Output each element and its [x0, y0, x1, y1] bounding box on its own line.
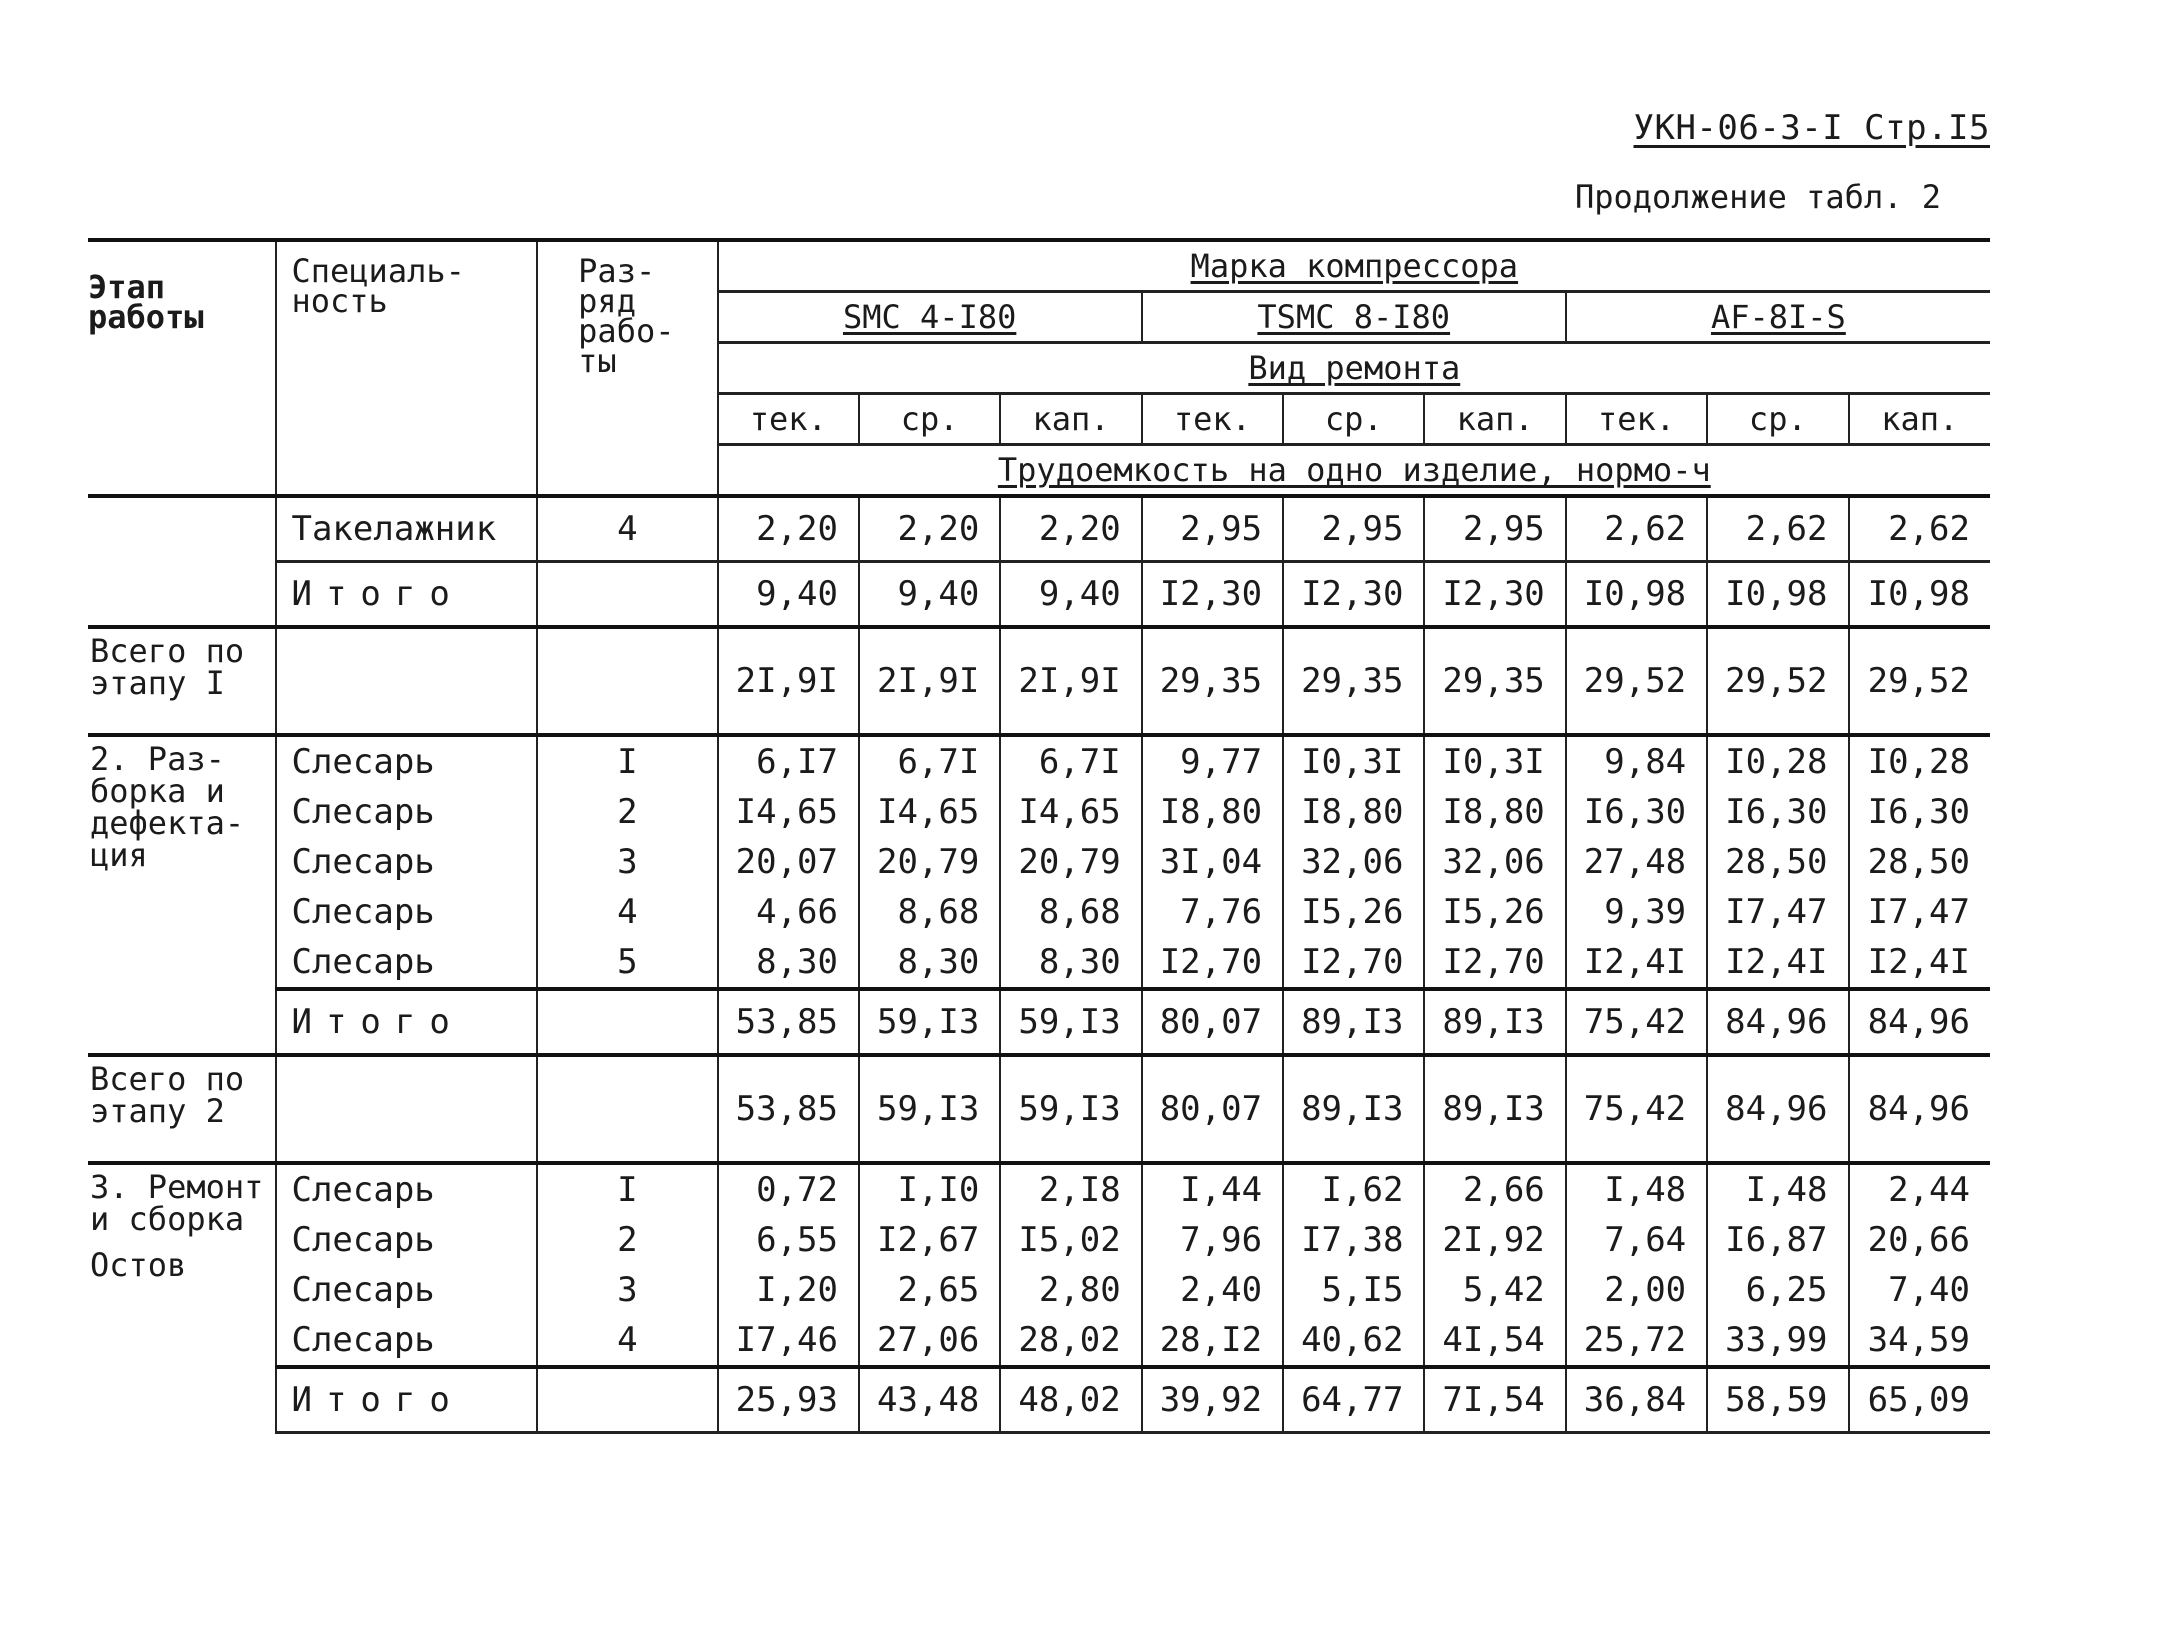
- value-cell: 9,77: [1142, 735, 1283, 787]
- value-cell: 40,62: [1283, 1315, 1424, 1367]
- table-row: [88, 496, 1990, 562]
- row-grade: 3: [537, 1265, 717, 1315]
- repair-kind-label: кап.: [1424, 394, 1565, 445]
- header-stage-line: работы: [88, 298, 204, 336]
- total-value: 53,85: [718, 989, 859, 1055]
- value-cell: I4,65: [1000, 787, 1141, 837]
- value-cell: I0,28: [1849, 735, 1991, 787]
- model-tsmc: TSMC 8-I80: [1257, 298, 1451, 336]
- stage-line: 2. Раз-: [90, 740, 225, 778]
- stage-label: [88, 1163, 276, 1433]
- value-cell: 27,06: [859, 1315, 1000, 1367]
- row-grade: 3: [537, 837, 717, 887]
- header-specialty-line: ность: [291, 282, 388, 320]
- value-cell: 2,00: [1566, 1265, 1707, 1315]
- value-cell: 20,66: [1849, 1215, 1991, 1265]
- value-cell: 28,50: [1849, 837, 1991, 887]
- repair-kind-label: тек.: [718, 394, 859, 445]
- value-cell: 32,06: [1424, 837, 1565, 887]
- value-cell: 20,07: [718, 837, 859, 887]
- header-specialty: [276, 240, 537, 496]
- value-cell: 6,25: [1707, 1265, 1848, 1315]
- repair-kind-label: ср.: [1283, 394, 1424, 445]
- total-value: 59,I3: [859, 989, 1000, 1055]
- total-label: Итого: [276, 989, 537, 1055]
- total-row: [88, 562, 1990, 628]
- value-cell: 20,79: [859, 837, 1000, 887]
- value-cell: I2,70: [1424, 937, 1565, 989]
- table-row: [88, 735, 1990, 787]
- row-grade: 4: [537, 887, 717, 937]
- header-stage: [88, 240, 276, 496]
- value-cell: 2,62: [1707, 496, 1848, 562]
- row-specialty: Слесарь: [276, 837, 537, 887]
- row-specialty: Слесарь: [276, 735, 537, 787]
- stage-sum-label: [88, 627, 276, 735]
- stage-sum-line: этапу I: [90, 664, 225, 702]
- value-cell: 7,76: [1142, 887, 1283, 937]
- row-specialty: Такелажник: [276, 496, 537, 562]
- header-specialty-line: Специаль-: [291, 252, 465, 290]
- value-cell: 8,68: [859, 887, 1000, 937]
- stage-sum-value: 29,52: [1566, 627, 1707, 735]
- stage-sum-value: 29,35: [1424, 627, 1565, 735]
- value-cell: I6,30: [1849, 787, 1991, 837]
- stage-sum-value: 59,I3: [859, 1055, 1000, 1163]
- table-row: [88, 837, 1990, 887]
- value-cell: I2,4I: [1566, 937, 1707, 989]
- header-grade-line: ты: [578, 342, 617, 380]
- value-cell: I4,65: [718, 787, 859, 837]
- value-cell: 2,65: [859, 1265, 1000, 1315]
- table-row: [88, 1315, 1990, 1367]
- stage-sum-row: [88, 627, 1990, 735]
- value-cell: 4,66: [718, 887, 859, 937]
- value-cell: 4I,54: [1424, 1315, 1565, 1367]
- total-value: 7I,54: [1424, 1367, 1565, 1433]
- total-value: I0,98: [1849, 562, 1991, 628]
- compressor-brand-heading: Марка компрессора: [1190, 247, 1519, 285]
- total-value: 48,02: [1000, 1367, 1141, 1433]
- value-cell: I6,87: [1707, 1215, 1848, 1265]
- stage-sum-row: [88, 1055, 1990, 1163]
- value-cell: I0,3I: [1424, 735, 1565, 787]
- total-value: 64,77: [1283, 1367, 1424, 1433]
- stage-line: 3. Ремонт: [90, 1168, 264, 1206]
- value-cell: I5,26: [1424, 887, 1565, 937]
- stage-sum-value: 2I,9I: [718, 627, 859, 735]
- value-cell: 2,62: [1849, 496, 1991, 562]
- value-cell: I,48: [1707, 1163, 1848, 1215]
- labor-intensity-table: [88, 238, 1990, 1434]
- stage-line: и сборка: [90, 1200, 245, 1238]
- stage-sum-value: 84,96: [1849, 1055, 1991, 1163]
- value-cell: I0,3I: [1283, 735, 1424, 787]
- value-cell: 8,30: [718, 937, 859, 989]
- row-specialty: Слесарь: [276, 787, 537, 837]
- table-row: [88, 787, 1990, 837]
- value-cell: I2,70: [1142, 937, 1283, 989]
- row-specialty: Слесарь: [276, 1265, 537, 1315]
- row-grade: 2: [537, 1215, 717, 1265]
- total-value: 9,40: [718, 562, 859, 628]
- stage-sum-value: 2I,9I: [859, 627, 1000, 735]
- row-specialty: Слесарь: [276, 1215, 537, 1265]
- total-value: 39,92: [1142, 1367, 1283, 1433]
- total-row: [88, 989, 1990, 1055]
- value-cell: 2,20: [718, 496, 859, 562]
- value-cell: 27,48: [1566, 837, 1707, 887]
- total-value: 25,93: [718, 1367, 859, 1433]
- stage-label: [88, 735, 276, 1055]
- stage-sum-value: 29,35: [1283, 627, 1424, 735]
- total-value: I2,30: [1424, 562, 1565, 628]
- document-code: УКН-06-3-I Стр.I5: [1633, 108, 1990, 148]
- row-grade: 4: [537, 496, 717, 562]
- value-cell: I6,30: [1566, 787, 1707, 837]
- repair-kind-label: кап.: [1849, 394, 1991, 445]
- row-specialty: Слесарь: [276, 937, 537, 989]
- value-cell: I,62: [1283, 1163, 1424, 1215]
- total-value: I0,98: [1566, 562, 1707, 628]
- value-cell: I7,38: [1283, 1215, 1424, 1265]
- header-grade-line: Раз-: [578, 252, 656, 290]
- value-cell: 2,95: [1283, 496, 1424, 562]
- value-cell: 7,64: [1566, 1215, 1707, 1265]
- row-grade: 5: [537, 937, 717, 989]
- value-cell: 7,40: [1849, 1265, 1991, 1315]
- table-row: [88, 1215, 1990, 1265]
- stage-sum-value: 29,52: [1849, 627, 1991, 735]
- value-cell: I8,80: [1142, 787, 1283, 837]
- value-cell: I,44: [1142, 1163, 1283, 1215]
- total-value: 58,59: [1707, 1367, 1848, 1433]
- header-grade: [537, 240, 717, 496]
- value-cell: 8,30: [859, 937, 1000, 989]
- value-cell: 6,7I: [1000, 735, 1141, 787]
- stage-line: Остов: [90, 1246, 187, 1284]
- header-grade-line: ряд: [578, 282, 636, 320]
- value-cell: 2,20: [859, 496, 1000, 562]
- total-value: 43,48: [859, 1367, 1000, 1433]
- row-grade: I: [537, 1163, 717, 1215]
- value-cell: I2,4I: [1849, 937, 1991, 989]
- stage-sum-value: 53,85: [718, 1055, 859, 1163]
- value-cell: I7,46: [718, 1315, 859, 1367]
- total-value: 80,07: [1142, 989, 1283, 1055]
- value-cell: I,I0: [859, 1163, 1000, 1215]
- stage-sum-value: 80,07: [1142, 1055, 1283, 1163]
- stage-sum-value: 29,52: [1707, 627, 1848, 735]
- stage-line: ция: [90, 836, 148, 874]
- value-cell: I2,70: [1283, 937, 1424, 989]
- value-cell: 2,66: [1424, 1163, 1565, 1215]
- stage-sum-line: Всего по: [90, 1060, 245, 1098]
- repair-kind-label: ср.: [859, 394, 1000, 445]
- value-cell: 28,02: [1000, 1315, 1141, 1367]
- value-cell: 28,50: [1707, 837, 1848, 887]
- value-cell: 6,I7: [718, 735, 859, 787]
- value-cell: I2,67: [859, 1215, 1000, 1265]
- value-cell: 32,06: [1283, 837, 1424, 887]
- total-value: 9,40: [1000, 562, 1141, 628]
- value-cell: 5,42: [1424, 1265, 1565, 1315]
- repair-kind-label: тек.: [1142, 394, 1283, 445]
- value-cell: 2,20: [1000, 496, 1141, 562]
- value-cell: 2,95: [1424, 496, 1565, 562]
- value-cell: I8,80: [1283, 787, 1424, 837]
- total-value: 89,I3: [1424, 989, 1565, 1055]
- repair-kind-label: тек.: [1566, 394, 1707, 445]
- total-value: 75,42: [1566, 989, 1707, 1055]
- value-cell: 6,55: [718, 1215, 859, 1265]
- labor-intensity-heading: Трудоемкость на одно изделие, нормо-ч: [997, 451, 1711, 489]
- stage-sum-value: 89,I3: [1283, 1055, 1424, 1163]
- header-stage-line: Этап: [88, 268, 166, 306]
- stage-sum-line: Всего по: [90, 632, 245, 670]
- value-cell: 2,80: [1000, 1265, 1141, 1315]
- model-af: AF-8I-S: [1710, 298, 1846, 336]
- value-cell: I,48: [1566, 1163, 1707, 1215]
- stage-line: борка и: [90, 772, 225, 810]
- value-cell: I0,28: [1707, 735, 1848, 787]
- total-value: 84,96: [1849, 989, 1991, 1055]
- value-cell: I6,30: [1707, 787, 1848, 837]
- stage-line: дефекта-: [90, 804, 245, 842]
- repair-kind-label: кап.: [1000, 394, 1141, 445]
- row-specialty: Слесарь: [276, 1163, 537, 1215]
- value-cell: 7,96: [1142, 1215, 1283, 1265]
- stage-sum-value: 2I,9I: [1000, 627, 1141, 735]
- stage-sum-value: 75,42: [1566, 1055, 1707, 1163]
- total-value: I0,98: [1707, 562, 1848, 628]
- value-cell: 9,84: [1566, 735, 1707, 787]
- stage-sum-line: этапу 2: [90, 1092, 225, 1130]
- value-cell: 2,44: [1849, 1163, 1991, 1215]
- header-row-brand: [88, 240, 1990, 292]
- table-row: [88, 887, 1990, 937]
- value-cell: I,20: [718, 1265, 859, 1315]
- value-cell: 9,39: [1566, 887, 1707, 937]
- total-value: I2,30: [1283, 562, 1424, 628]
- value-cell: I7,47: [1849, 887, 1991, 937]
- value-cell: I8,80: [1424, 787, 1565, 837]
- stage-sum-value: 84,96: [1707, 1055, 1848, 1163]
- total-value: 65,09: [1849, 1367, 1991, 1433]
- row-grade: 2: [537, 787, 717, 837]
- table-row: [88, 937, 1990, 989]
- value-cell: 8,68: [1000, 887, 1141, 937]
- value-cell: 2,40: [1142, 1265, 1283, 1315]
- table-row: [88, 1163, 1990, 1215]
- total-value: 89,I3: [1283, 989, 1424, 1055]
- total-row: [88, 1367, 1990, 1433]
- total-label: Итого: [276, 1367, 537, 1433]
- stage-sum-value: 59,I3: [1000, 1055, 1141, 1163]
- value-cell: 2,95: [1142, 496, 1283, 562]
- repair-type-heading: Вид ремонта: [1248, 349, 1461, 387]
- total-label: Итого: [276, 562, 537, 628]
- value-cell: 5,I5: [1283, 1265, 1424, 1315]
- total-value: 9,40: [859, 562, 1000, 628]
- value-cell: 3I,04: [1142, 837, 1283, 887]
- value-cell: I7,47: [1707, 887, 1848, 937]
- stage-sum-value: 89,I3: [1424, 1055, 1565, 1163]
- value-cell: I2,4I: [1707, 937, 1848, 989]
- value-cell: 8,30: [1000, 937, 1141, 989]
- value-cell: 34,59: [1849, 1315, 1991, 1367]
- repair-kind-label: ср.: [1707, 394, 1848, 445]
- value-cell: 2,I8: [1000, 1163, 1141, 1215]
- value-cell: I5,02: [1000, 1215, 1141, 1265]
- value-cell: 6,7I: [859, 735, 1000, 787]
- stage-sum-value: 29,35: [1142, 627, 1283, 735]
- row-grade: I: [537, 735, 717, 787]
- value-cell: 0,72: [718, 1163, 859, 1215]
- value-cell: 33,99: [1707, 1315, 1848, 1367]
- row-specialty: Слесарь: [276, 887, 537, 937]
- total-value: 36,84: [1566, 1367, 1707, 1433]
- total-value: 84,96: [1707, 989, 1848, 1055]
- total-value: I2,30: [1142, 562, 1283, 628]
- value-cell: 25,72: [1566, 1315, 1707, 1367]
- value-cell: 28,I2: [1142, 1315, 1283, 1367]
- value-cell: 2,62: [1566, 496, 1707, 562]
- model-smc: SMC 4-I80: [842, 298, 1017, 336]
- total-value: 59,I3: [1000, 989, 1141, 1055]
- row-specialty: Слесарь: [276, 1315, 537, 1367]
- value-cell: 20,79: [1000, 837, 1141, 887]
- header-grade-line: рабо-: [578, 312, 675, 350]
- table-row: [88, 1265, 1990, 1315]
- table-continuation-label: Продолжение табл. 2: [1574, 178, 1941, 216]
- value-cell: I5,26: [1283, 887, 1424, 937]
- row-grade: 4: [537, 1315, 717, 1367]
- stage-sum-label: [88, 1055, 276, 1163]
- value-cell: 2I,92: [1424, 1215, 1565, 1265]
- value-cell: I4,65: [859, 787, 1000, 837]
